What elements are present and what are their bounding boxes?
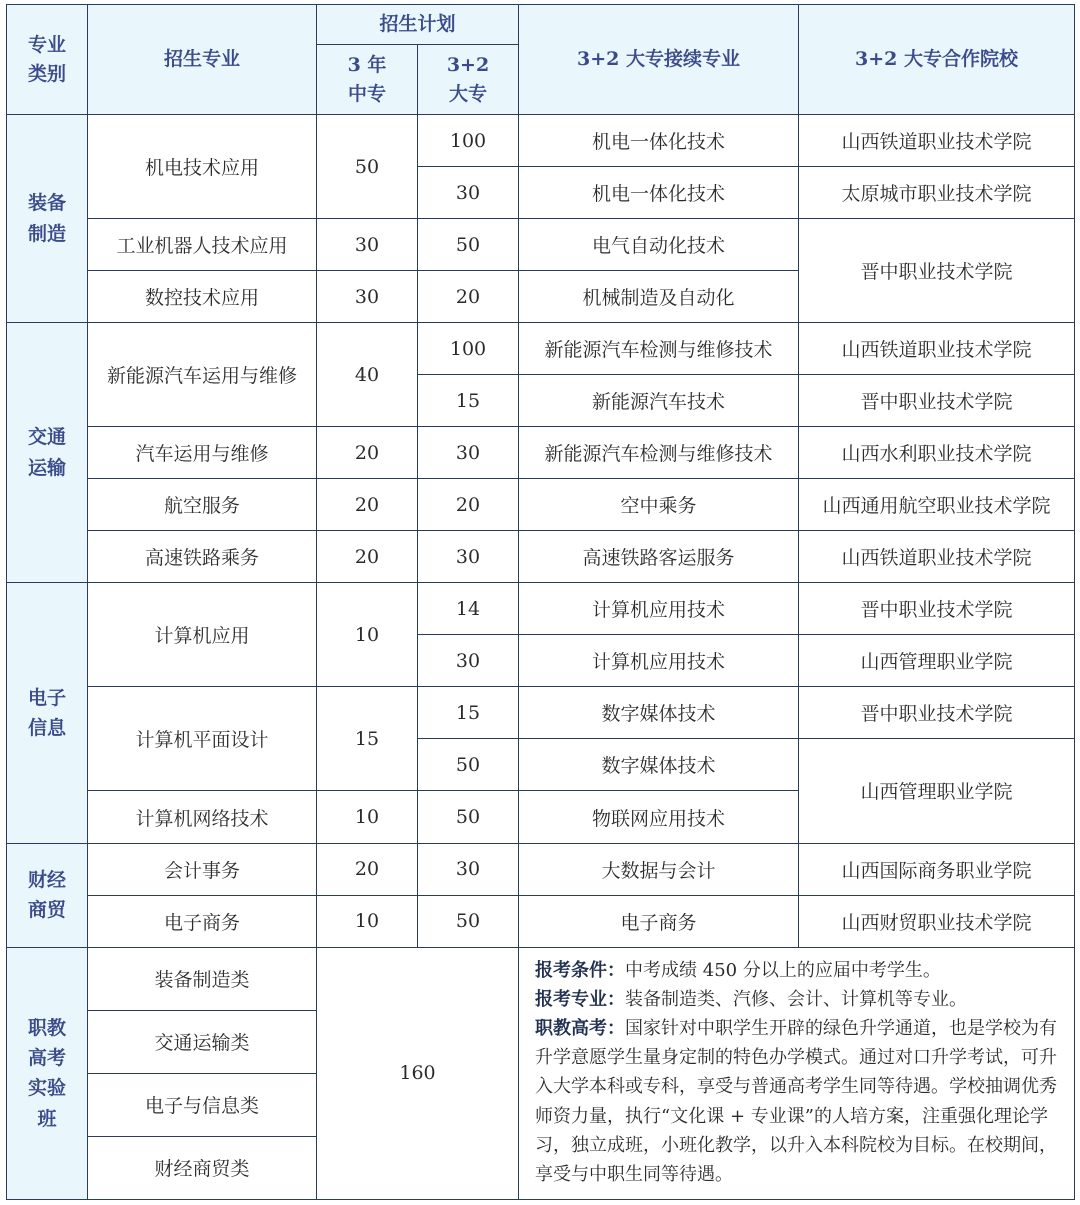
category-electronics: 电子 信息 — [7, 583, 88, 843]
three-plus-two-cell: 30 — [418, 531, 519, 583]
header-category: 专业 类别 — [7, 5, 88, 115]
three-year-cell: 20 — [317, 479, 418, 531]
conditions-text: 中考成绩 450 分以上的应届中考学生。 — [625, 959, 941, 981]
header-three-plus-two: 3+2 大专 — [418, 45, 519, 115]
majors-label: 报考专业： — [535, 988, 626, 1010]
college-cell: 山西通用航空职业技术学院 — [799, 479, 1075, 531]
table-row — [7, 947, 1075, 1010]
major-cell: 新能源汽车运用与维修 — [88, 323, 317, 427]
college-cell: 晋中职业技术学院 — [799, 375, 1075, 427]
major-cell: 数控技术应用 — [88, 271, 317, 323]
college-cell: 晋中职业技术学院 — [799, 583, 1075, 635]
three-year-cell: 20 — [317, 531, 418, 583]
continuation-cell: 新能源汽车技术 — [519, 375, 799, 427]
three-year-cell: 30 — [317, 219, 418, 271]
continuation-cell: 数字媒体技术 — [519, 739, 799, 791]
continuation-cell: 电气自动化技术 — [519, 219, 799, 271]
category-gaokao-class: 职教 高考 实验 班 — [7, 947, 88, 1199]
header-three-year: 3 年 中专 — [317, 45, 418, 115]
three-year-cell: 30 — [317, 271, 418, 323]
three-plus-two-cell: 20 — [418, 271, 519, 323]
gaokao-notes — [519, 947, 1075, 1199]
table-row — [7, 427, 1075, 479]
continuation-cell: 计算机应用技术 — [519, 583, 799, 635]
three-plus-two-cell: 100 — [418, 115, 519, 167]
three-plus-two-cell: 30 — [418, 635, 519, 687]
college-cell: 晋中职业技术学院 — [799, 219, 1075, 323]
gaokao-paragraph — [535, 1014, 1062, 1189]
three-plus-two-cell: 30 — [418, 427, 519, 479]
table-row — [7, 219, 1075, 271]
college-cell: 山西国际商务职业学院 — [799, 843, 1075, 895]
table-row — [7, 323, 1075, 375]
header-continuation-major: 3+2 大专接续专业 — [519, 5, 799, 115]
gaokao-total-cell: 160 — [317, 947, 519, 1199]
category-finance: 财经 商贸 — [7, 843, 88, 947]
conditions-label: 报考条件： — [535, 959, 626, 981]
gaokao-major-cell: 交通运输类 — [88, 1010, 317, 1073]
three-year-cell: 10 — [317, 791, 418, 843]
continuation-cell: 空中乘务 — [519, 479, 799, 531]
college-cell: 山西水利职业技术学院 — [799, 427, 1075, 479]
three-plus-two-cell: 50 — [418, 895, 519, 947]
gaokao-text: 国家针对中职学生开辟的绿色升学通道，也是学校为有升学意愿学生量身定制的特色办学模式。通过对口升学考试，可升入大学本科或专科，享受与普通高考学生同等待遇。学校抽调优秀师资力量，执行“文化课 + 专业课”的人培方案，注重强化理论学习，独立成班，小班化教学，以升入本科院校为目标。在校期间，享受与中职生同等待遇。 — [535, 1017, 1058, 1185]
gaokao-label: 职教高考： — [535, 1017, 626, 1039]
three-plus-two-cell: 20 — [418, 479, 519, 531]
major-cell: 计算机网络技术 — [88, 791, 317, 843]
major-cell: 工业机器人技术应用 — [88, 219, 317, 271]
table-row — [7, 479, 1075, 531]
majors-paragraph — [535, 985, 1062, 1014]
table-row — [7, 687, 1075, 739]
three-year-cell: 40 — [317, 323, 418, 427]
major-cell: 电子商务 — [88, 895, 317, 947]
three-year-cell: 10 — [317, 895, 418, 947]
continuation-cell: 机械制造及自动化 — [519, 271, 799, 323]
major-cell: 高速铁路乘务 — [88, 531, 317, 583]
table-row — [7, 843, 1075, 895]
college-cell: 山西铁道职业技术学院 — [799, 531, 1075, 583]
header-plan: 招生计划 — [317, 5, 519, 45]
table-row — [7, 895, 1075, 947]
three-plus-two-cell: 50 — [418, 739, 519, 791]
three-plus-two-cell: 50 — [418, 791, 519, 843]
college-cell: 太原城市职业技术学院 — [799, 167, 1075, 219]
enrollment-table-container — [6, 4, 1074, 1200]
continuation-cell: 电子商务 — [519, 895, 799, 947]
three-year-cell: 10 — [317, 583, 418, 687]
continuation-cell: 机电一体化技术 — [519, 115, 799, 167]
three-plus-two-cell: 30 — [418, 843, 519, 895]
gaokao-major-cell: 财经商贸类 — [88, 1136, 317, 1199]
major-cell: 计算机平面设计 — [88, 687, 317, 791]
continuation-cell: 新能源汽车检测与维修技术 — [519, 427, 799, 479]
college-cell: 山西管理职业学院 — [799, 635, 1075, 687]
three-plus-two-cell: 30 — [418, 167, 519, 219]
college-cell: 晋中职业技术学院 — [799, 687, 1075, 739]
continuation-cell: 计算机应用技术 — [519, 635, 799, 687]
three-plus-two-cell: 100 — [418, 323, 519, 375]
table-row — [7, 531, 1075, 583]
three-plus-two-cell: 15 — [418, 687, 519, 739]
college-cell: 山西管理职业学院 — [799, 739, 1075, 843]
header-row-1 — [7, 5, 1075, 45]
continuation-cell: 物联网应用技术 — [519, 791, 799, 843]
college-cell: 山西财贸职业技术学院 — [799, 895, 1075, 947]
enrollment-plan-table — [6, 4, 1075, 1200]
majors-text: 装备制造类、汽修、会计、计算机等专业。 — [625, 988, 968, 1010]
three-year-cell: 20 — [317, 843, 418, 895]
major-cell: 航空服务 — [88, 479, 317, 531]
header-major: 招生专业 — [88, 5, 317, 115]
header-partner-college: 3+2 大专合作院校 — [799, 5, 1075, 115]
continuation-cell: 机电一体化技术 — [519, 167, 799, 219]
three-year-cell: 50 — [317, 115, 418, 219]
three-year-cell: 15 — [317, 687, 418, 791]
table-row — [7, 115, 1075, 167]
gaokao-major-cell: 电子与信息类 — [88, 1073, 317, 1136]
table-row — [7, 583, 1075, 635]
category-transport: 交通 运输 — [7, 323, 88, 583]
major-cell: 汽车运用与维修 — [88, 427, 317, 479]
three-plus-two-cell: 14 — [418, 583, 519, 635]
three-plus-two-cell: 15 — [418, 375, 519, 427]
three-plus-two-cell: 50 — [418, 219, 519, 271]
conditions-paragraph — [535, 956, 1062, 985]
gaokao-major-cell: 装备制造类 — [88, 947, 317, 1010]
continuation-cell: 数字媒体技术 — [519, 687, 799, 739]
continuation-cell: 大数据与会计 — [519, 843, 799, 895]
major-cell: 计算机应用 — [88, 583, 317, 687]
continuation-cell: 高速铁路客运服务 — [519, 531, 799, 583]
college-cell: 山西铁道职业技术学院 — [799, 115, 1075, 167]
continuation-cell: 新能源汽车检测与维修技术 — [519, 323, 799, 375]
major-cell: 机电技术应用 — [88, 115, 317, 219]
category-equipment: 装备 制造 — [7, 115, 88, 323]
major-cell: 会计事务 — [88, 843, 317, 895]
college-cell: 山西铁道职业技术学院 — [799, 323, 1075, 375]
three-year-cell: 20 — [317, 427, 418, 479]
